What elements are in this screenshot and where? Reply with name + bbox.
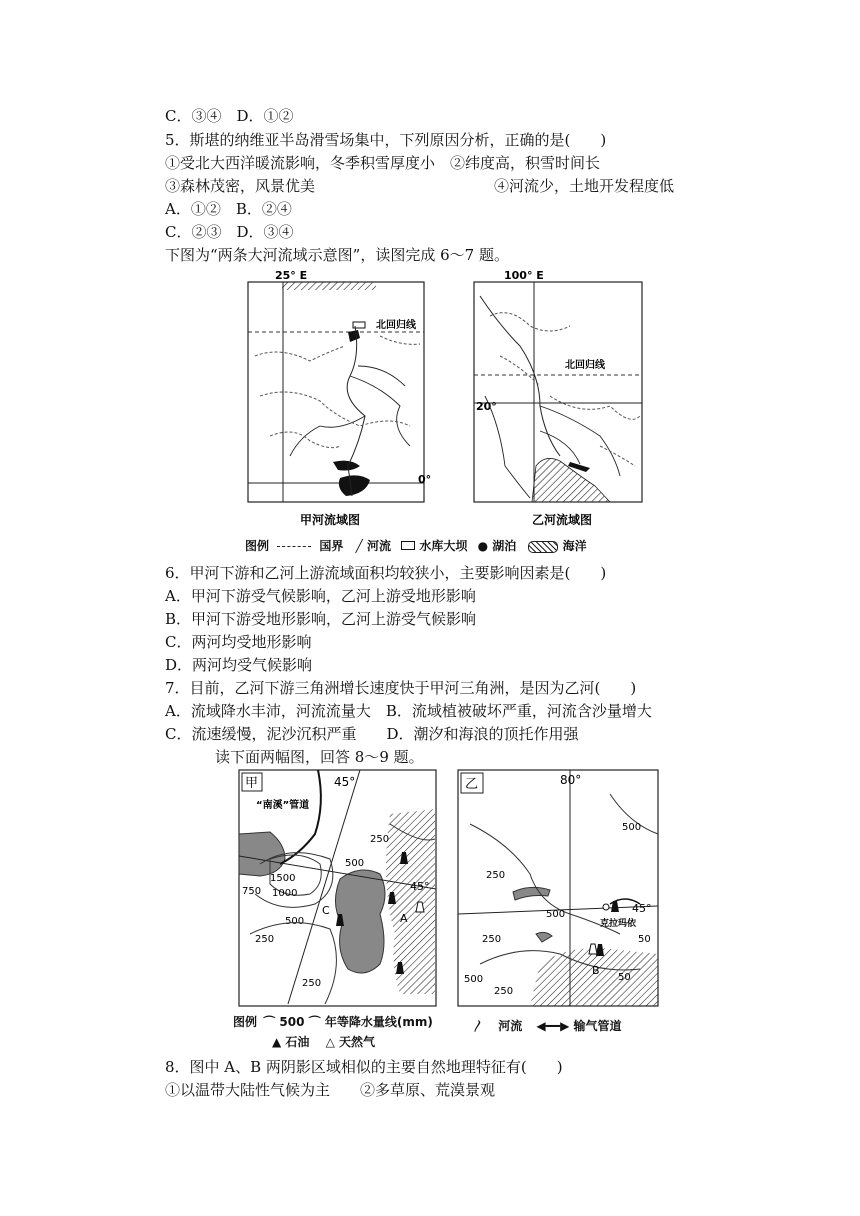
tropic-label-left: 北回归线 <box>376 320 416 331</box>
iso-250-jia-1: 250 <box>255 934 275 945</box>
gas-icon-jia <box>416 902 424 912</box>
legend-oil: 石油 <box>285 1035 310 1049</box>
border-line-icon <box>277 546 311 547</box>
iso-50-1: 50 <box>638 934 651 945</box>
river-legend-icon: 〳 <box>472 1019 485 1033</box>
q7-options-ab: A．流域降水丰沛，河流流量大 B．流域植被破坏严重，河流含沙量增大 <box>165 702 652 720</box>
ocean-north <box>282 282 376 290</box>
q8-options: ①以温带大陆性气候为主 ②多草原、荒漠景观 <box>165 1081 496 1099</box>
equator-label: 0° <box>418 473 432 486</box>
map-jia <box>239 770 436 1006</box>
lon-80-label: 80° <box>560 773 582 787</box>
label-jia: 甲 <box>245 776 259 791</box>
iso-250-jia-3: 250 <box>302 978 322 989</box>
q5-option-4: ④河流少，土地开发程度低 <box>494 177 675 195</box>
legend-ocean: 海洋 <box>562 539 587 553</box>
q5-option-3: ③森林茂密，风景优美 <box>165 177 316 195</box>
legend-lake: 湖泊 <box>492 539 517 553</box>
iso-500-jia-2: 500 <box>345 858 365 869</box>
caption-yi: 乙河流域图 <box>532 513 593 527</box>
q6-option-a: A．甲河下游受气候影响，乙河上游受地形影响 <box>165 587 476 605</box>
figure-intro-8-9: 读下面两幅图，回答 8～9 题。 <box>215 748 424 766</box>
precipitation-maps <box>230 764 670 1054</box>
iso-500-yi-2: 500 <box>546 909 566 920</box>
lon-25e-label: 25° E <box>275 269 308 282</box>
lat-45-label-yi: 45° <box>632 902 652 915</box>
iso-250-yi-2: 250 <box>482 934 502 945</box>
gas-legend-icon: △ <box>325 1035 335 1049</box>
question-5: 5．斯堪的纳维亚半岛滑雪场集中，下列原因分析，正确的是( ) <box>165 131 607 149</box>
legend-river: 河流 <box>367 539 392 553</box>
figure-intro-6-7: 下图为“两条大河流域示意图”，读图完成 6～7 题。 <box>165 246 509 264</box>
legend2-river: 河流 <box>498 1019 523 1033</box>
question-8: 8．图中 A、B 两阴影区域相似的主要自然地理特征有( ) <box>165 1058 563 1076</box>
legend-iso-value: 500 <box>279 1015 305 1029</box>
iso-250-jia-2: 250 <box>370 834 390 845</box>
legend-title: 图例 <box>245 539 270 553</box>
map2-legend-right <box>472 1017 622 1034</box>
iso-250-yi-1: 250 <box>486 870 506 881</box>
legend-isoline: 年等降水量线(mm) <box>324 1015 433 1029</box>
map1-legend <box>245 537 587 554</box>
river-basin-maps <box>240 266 670 556</box>
iso-500-jia: 500 <box>285 916 305 927</box>
legend-gas: 天然气 <box>339 1035 376 1049</box>
legend2-title: 图例 <box>233 1015 258 1029</box>
lon-45-label-jia: 45° <box>334 775 356 789</box>
iso-250-yi-3: 250 <box>494 986 514 997</box>
map2-legend-row2 <box>272 1033 375 1050</box>
iso-750: 750 <box>242 886 262 897</box>
pipeline-icon: ◀━━▶ <box>536 1019 570 1033</box>
ocean-icon <box>528 541 558 553</box>
iso-1500: 1500 <box>270 873 296 884</box>
map2-legend-row1 <box>233 1013 433 1030</box>
map-yi <box>458 770 658 1006</box>
q7-options-cd: C．流速缓慢，泥沙沉积严重 D．潮汐和海浪的顶托作用强 <box>165 725 579 743</box>
yi-river-map <box>474 269 642 527</box>
legend-border: 国界 <box>319 539 344 553</box>
gas-icon-yi <box>589 944 597 954</box>
point-a: A <box>400 912 408 925</box>
label-yi: 乙 <box>465 777 479 792</box>
iso-1000: 1000 <box>272 888 298 899</box>
q6-option-c: C．两河均受地形影响 <box>165 633 312 651</box>
q6-option-d: D．两河均受气候影响 <box>165 656 313 674</box>
q6-option-b: B．甲河下游受地形影响，乙河上游受气候影响 <box>165 610 477 628</box>
pipeline-label: “南溪”管道 <box>256 800 310 811</box>
point-c: C <box>322 904 330 917</box>
river-icon: ╱ <box>355 539 363 553</box>
legend-pipeline: 输气管道 <box>573 1019 622 1033</box>
lon-100e-label: 100° E <box>504 269 544 282</box>
dam-legend-icon <box>401 541 415 550</box>
q5-answers-cd: C．②③ D．③④ <box>165 223 294 241</box>
legend-dam: 水库大坝 <box>419 539 468 553</box>
lat-45-label-jia: 45° <box>410 880 430 893</box>
iso-50-2: 50 <box>618 972 631 983</box>
lat-20-label: 20° <box>476 400 497 413</box>
city-label: 克拉玛依 <box>600 919 637 929</box>
lake-icon: ● <box>477 539 489 553</box>
iso-500-yi-3: 500 <box>464 974 484 985</box>
q5-answers-ab: A．①② B．②④ <box>165 200 292 218</box>
question-6: 6．甲河下游和乙河上游流域面积均较狭小，主要影响因素是( ) <box>165 564 607 582</box>
question-7: 7．目前，乙河下游三角洲增长速度快于甲河三角洲，是因为乙河( ) <box>165 679 637 697</box>
city-dot <box>603 904 609 910</box>
point-b: B <box>592 964 600 977</box>
isoline-icon-end: ⌒ <box>308 1015 321 1029</box>
tropic-label-right: 北回归线 <box>565 360 605 371</box>
option-line-cd: C．③④ D．①② <box>165 107 294 125</box>
iso-500-yi-1: 500 <box>622 822 642 833</box>
oil-legend-icon: ▲ <box>272 1035 282 1049</box>
caption-jia: 甲河流域图 <box>300 513 361 527</box>
jia-river-map <box>248 269 431 527</box>
isoline-icon: ⌒ <box>263 1015 276 1029</box>
q5-option-1-2: ①受北大西洋暖流影响，冬季积雪厚度小 ②纬度高，积雪时间长 <box>165 154 601 172</box>
